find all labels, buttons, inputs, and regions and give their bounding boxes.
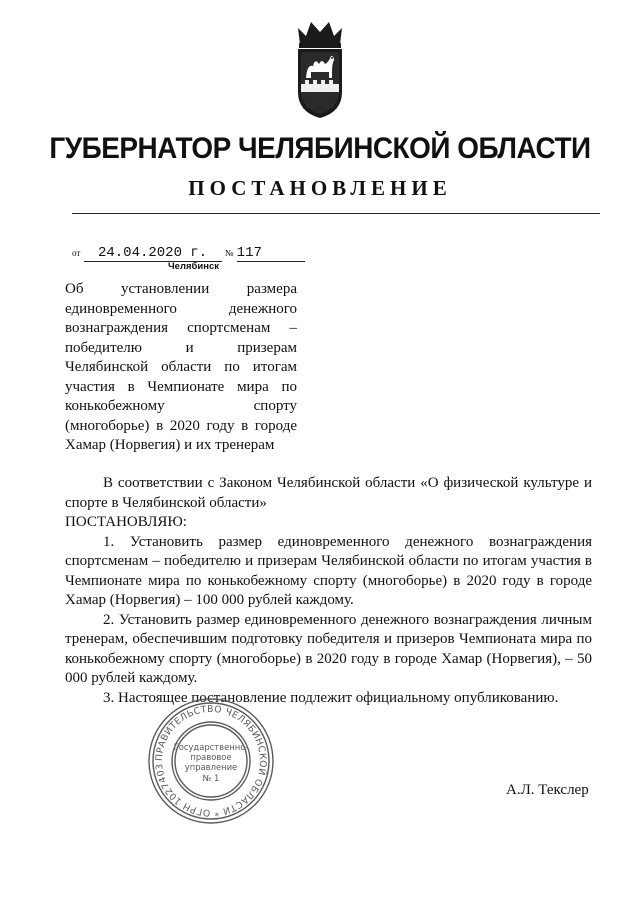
date-prefix: от	[72, 248, 81, 258]
resolution-item: 3. Настоящее постановление подлежит официальному опубликованию.	[103, 689, 559, 706]
resolution-item: 1. Установить размер единовременного денежного вознаграждения спортсменам – победителю и призерам Челябинской области по итогам участия в Чемпионате мира по конькобежному спорту (многоборье) в 2020 году в городе Хамар (Норвегия) – 100 000 рублей каждому.	[65, 533, 592, 608]
subject-line: единовременного денежного	[65, 300, 297, 317]
subject-line: Челябинской области по итогам	[65, 359, 297, 375]
stamp-center-line: управление	[184, 762, 238, 772]
signer-name: А.Л. Текслер	[506, 782, 589, 798]
subject-line: Хамар (Норвегия) и их тренерам	[65, 437, 275, 453]
subject-line: конькобежному спорту	[65, 398, 297, 414]
date-number-row	[72, 244, 305, 262]
document-number: 117	[237, 245, 305, 262]
stamp-ring-text: ПРАВИТЕЛЬСТВО ЧЕЛЯБИНСКОЙ ОБЛАСТИ * ОГРН 1027403	[153, 703, 269, 819]
document-subject	[65, 280, 297, 456]
document-type: ПОСТАНОВЛЕНИЕ	[188, 176, 452, 200]
subject-line: участия в Чемпионате мира по	[65, 378, 297, 395]
subject-line: вознаграждения спортсменам –	[65, 320, 297, 336]
subject-line: Об установлении размера	[65, 281, 297, 297]
subject-line: (многоборье) в 2020 году в городе	[65, 417, 297, 434]
resolution-item: 2. Установить размер единовременного денежного вознаграждения личным тренерам, обеспечившим подготовку победителя и призеров Чемпионата мира по конькобежному спорту (многоборье) в 2020 году в городе Хамар (Норвегия), – 50 000 рублей каждому.	[65, 611, 592, 686]
page-title: ГУБЕРНАТОР ЧЕЛЯБИНСКОЙ ОБЛАСТИ	[49, 132, 591, 165]
number-sign: №	[224, 248, 234, 258]
preamble-paragraph: В соответствии с Законом Челябинской области «О физической культуре и спорте в Челябинской области»	[65, 475, 592, 511]
stamp-center-line: № 1	[202, 773, 220, 783]
chelyabinsk-coat-of-arms-icon	[291, 14, 349, 122]
official-stamp	[146, 696, 276, 826]
subject-line: победителю и призерам	[65, 339, 297, 356]
document-body	[65, 474, 592, 708]
stamp-center-line: правовое	[190, 752, 232, 762]
city-label: Челябинск	[168, 261, 220, 272]
header-divider	[72, 213, 600, 214]
document-date: 24.04.2020 г.	[84, 245, 222, 262]
resolve-heading: ПОСТАНОВЛЯЮ:	[65, 514, 187, 530]
stamp-center-line: Государственно-	[173, 742, 249, 752]
